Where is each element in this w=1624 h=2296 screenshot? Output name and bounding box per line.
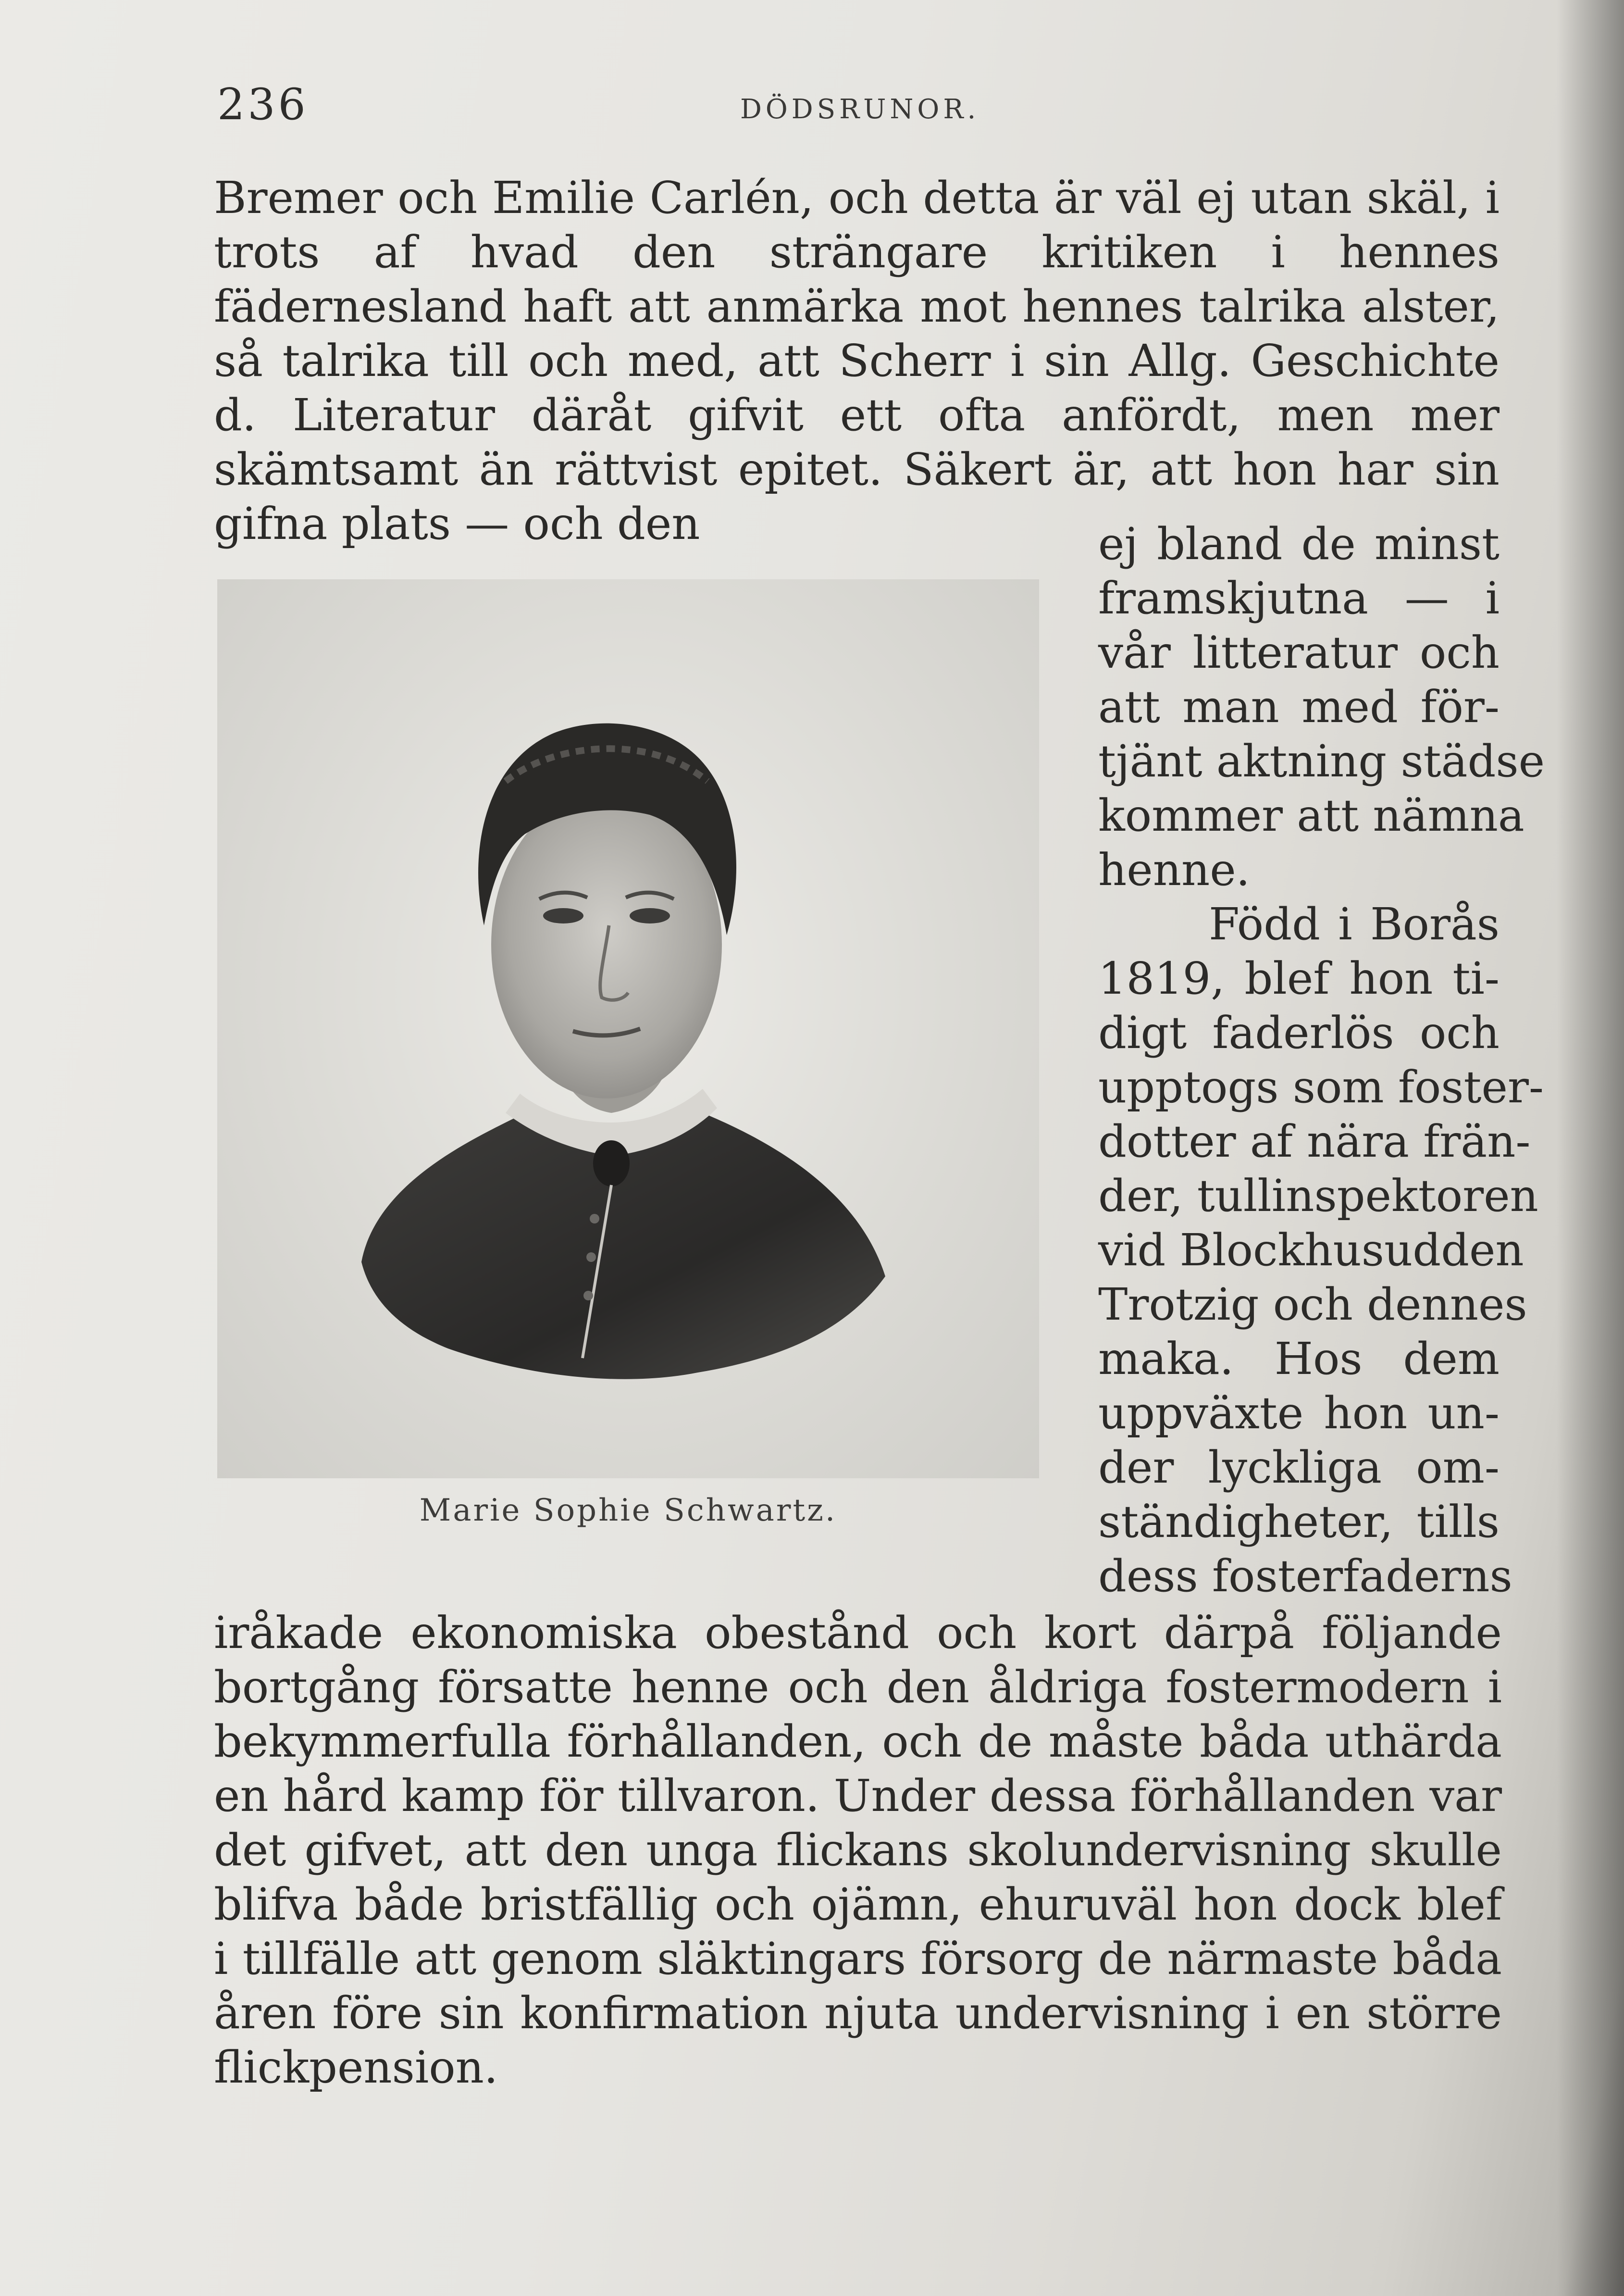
side-line: framskjutna — i [1098, 573, 1500, 624]
side-line: ej bland de minst [1098, 518, 1500, 570]
side-line: 1819, blef hon ti- [1098, 953, 1500, 1004]
page-number: 236 [217, 79, 309, 130]
side-line: dotter af nära frän- [1098, 1116, 1531, 1167]
side-line: ständigheter, tills [1098, 1496, 1500, 1547]
side-line: maka. Hos dem [1098, 1333, 1500, 1385]
side-line: der lyckliga om- [1098, 1442, 1500, 1493]
portrait-image [217, 579, 1039, 1478]
side-line: Trotzig och dennes [1098, 1279, 1527, 1330]
side-line: uppväxte hon un- [1098, 1387, 1500, 1439]
side-line: dess fosterfaderns [1098, 1550, 1512, 1602]
paragraph-top: Bremer och Emilie Carlén, och detta är väl ej utan skäl, i trots af hvad den strängare kritiken i hennes fädernesland haft att anmärka mot hennes talrika alster, så talrika till och med, att Scherr i sin Allg. Geschichte d. Literatur däråt gifvit ett ofta anfördt, men mer skämtsamt än rättvist epitet. Säkert är, att hon har sin gifna plats — och den [214, 172, 1500, 549]
side-line: kommer att nämna [1098, 790, 1525, 841]
side-line: att man med för- [1098, 681, 1500, 733]
side-line: digt faderlös och [1098, 1007, 1500, 1059]
side-line: der, tullinspektoren [1098, 1170, 1538, 1222]
side-column [1098, 517, 1545, 1603]
running-head: DÖDSRUNOR. [740, 94, 980, 125]
side-line: upptogs som foster- [1098, 1061, 1544, 1113]
side-line: tjänt aktning städse [1098, 736, 1545, 787]
portrait-illustration [217, 579, 1039, 1478]
side-line: vår litteratur och [1098, 627, 1500, 678]
side-line: Född i Borås [1209, 898, 1500, 950]
side-line: henne. [1098, 844, 1250, 896]
paragraph-bottom: iråkade ekonomiska obestånd och kort därpå följande bortgång försatte henne och den åldriga fostermodern i bekymmerfulla förhållanden, och de måste båda uthärda en hård kamp för tillvaron. Under dessa förhållanden var det gifvet, att den unga flickans skolundervisning skulle blifva både bristfällig och ojämn, ehuruväl hon dock blef i tillfälle att genom släktingars försorg de närmaste båda åren före sin konfirmation njuta undervisning i en större flickpension. [214, 1607, 1502, 2093]
figure-caption: Marie Sophie Schwartz. [419, 1493, 837, 1528]
side-line: vid Blockhusudden [1098, 1224, 1524, 1276]
